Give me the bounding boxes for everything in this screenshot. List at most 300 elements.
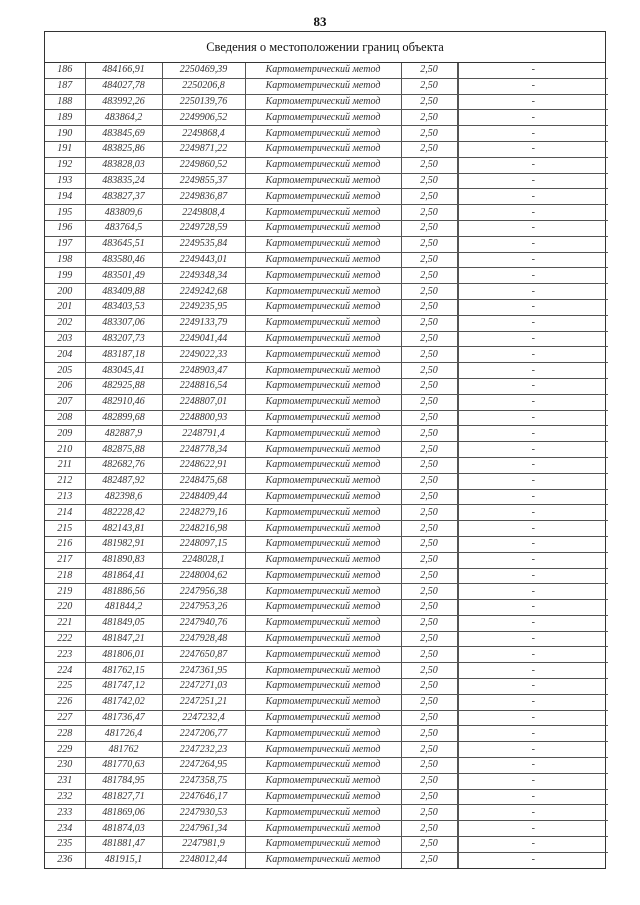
section-title: Сведения о местоположении границ объекта <box>45 32 605 63</box>
method-cell: Картометрический метод <box>245 694 401 710</box>
method-cell: Картометрический метод <box>245 378 401 394</box>
description-cell: - <box>458 773 608 789</box>
point-number-cell: 203 <box>45 331 85 347</box>
table-row <box>45 236 608 252</box>
method-cell: Картометрический метод <box>245 284 401 300</box>
accuracy-cell: 2,50 <box>401 236 457 252</box>
table-row <box>45 852 608 867</box>
method-cell: Картометрический метод <box>245 410 401 426</box>
y-coordinate-cell: 2248028,1 <box>162 552 245 568</box>
table-row <box>45 110 608 126</box>
point-number-cell: 191 <box>45 141 85 157</box>
point-number-cell: 227 <box>45 710 85 726</box>
table-row <box>45 773 608 789</box>
point-number-cell: 225 <box>45 679 85 695</box>
table-row <box>45 489 608 505</box>
method-cell: Картометрический метод <box>245 126 401 142</box>
method-cell: Картометрический метод <box>245 600 401 616</box>
accuracy-cell: 2,50 <box>401 110 457 126</box>
method-cell: Картометрический метод <box>245 758 401 774</box>
table-row <box>45 710 608 726</box>
y-coordinate-cell: 2248004,62 <box>162 568 245 584</box>
description-cell: - <box>458 758 608 774</box>
accuracy-cell: 2,50 <box>401 63 457 78</box>
point-number-cell: 190 <box>45 126 85 142</box>
description-cell: - <box>458 363 608 379</box>
x-coordinate-cell: 481982,91 <box>85 536 162 552</box>
method-cell: Картометрический метод <box>245 63 401 78</box>
point-number-cell: 198 <box>45 252 85 268</box>
method-cell: Картометрический метод <box>245 442 401 458</box>
description-cell: - <box>458 631 608 647</box>
accuracy-cell: 2,50 <box>401 647 457 663</box>
point-number-cell: 214 <box>45 505 85 521</box>
x-coordinate-cell: 483403,53 <box>85 299 162 315</box>
description-cell: - <box>458 726 608 742</box>
y-coordinate-cell: 2248475,68 <box>162 473 245 489</box>
x-coordinate-cell: 483501,49 <box>85 268 162 284</box>
x-coordinate-cell: 481762,15 <box>85 663 162 679</box>
description-cell: - <box>458 615 608 631</box>
x-coordinate-cell: 481806,01 <box>85 647 162 663</box>
point-number-cell: 194 <box>45 189 85 205</box>
method-cell: Картометрический метод <box>245 489 401 505</box>
method-cell: Картометрический метод <box>245 157 401 173</box>
method-cell: Картометрический метод <box>245 615 401 631</box>
description-cell: - <box>458 663 608 679</box>
y-coordinate-cell: 2249041,44 <box>162 331 245 347</box>
description-cell: - <box>458 647 608 663</box>
description-cell: - <box>458 410 608 426</box>
x-coordinate-cell: 481847,21 <box>85 631 162 647</box>
method-cell: Картометрический метод <box>245 568 401 584</box>
y-coordinate-cell: 2249133,79 <box>162 315 245 331</box>
method-cell: Картометрический метод <box>245 663 401 679</box>
point-number-cell: 235 <box>45 837 85 853</box>
accuracy-cell: 2,50 <box>401 284 457 300</box>
y-coordinate-cell: 2248816,54 <box>162 378 245 394</box>
y-coordinate-cell: 2248807,01 <box>162 394 245 410</box>
accuracy-cell: 2,50 <box>401 742 457 758</box>
point-number-cell: 187 <box>45 78 85 94</box>
x-coordinate-cell: 481762 <box>85 742 162 758</box>
table-row <box>45 299 608 315</box>
boundary-table-frame <box>44 31 606 869</box>
description-cell: - <box>458 426 608 442</box>
accuracy-cell: 2,50 <box>401 758 457 774</box>
x-coordinate-cell: 483809,6 <box>85 205 162 221</box>
accuracy-cell: 2,50 <box>401 568 457 584</box>
x-coordinate-cell: 483845,69 <box>85 126 162 142</box>
description-cell: - <box>458 600 608 616</box>
x-coordinate-cell: 481844,2 <box>85 600 162 616</box>
point-number-cell: 201 <box>45 299 85 315</box>
description-cell: - <box>458 521 608 537</box>
page-number: 83 <box>313 14 327 29</box>
description-cell: - <box>458 442 608 458</box>
y-coordinate-cell: 2249868,4 <box>162 126 245 142</box>
x-coordinate-cell: 483187,18 <box>85 347 162 363</box>
method-cell: Картометрический метод <box>245 710 401 726</box>
description-cell: - <box>458 63 608 78</box>
point-number-cell: 226 <box>45 694 85 710</box>
point-number-cell: 209 <box>45 426 85 442</box>
table-row <box>45 679 608 695</box>
description-cell: - <box>458 205 608 221</box>
description-cell: - <box>458 378 608 394</box>
accuracy-cell: 2,50 <box>401 268 457 284</box>
y-coordinate-cell: 2247928,48 <box>162 631 245 647</box>
accuracy-cell: 2,50 <box>401 331 457 347</box>
accuracy-cell: 2,50 <box>401 773 457 789</box>
table-row <box>45 426 608 442</box>
x-coordinate-cell: 482875,88 <box>85 442 162 458</box>
accuracy-cell: 2,50 <box>401 189 457 205</box>
point-number-cell: 215 <box>45 521 85 537</box>
y-coordinate-cell: 2249871,22 <box>162 141 245 157</box>
table-row <box>45 536 608 552</box>
table-body <box>45 63 608 868</box>
description-cell: - <box>458 394 608 410</box>
method-cell: Картометрический метод <box>245 852 401 867</box>
method-cell: Картометрический метод <box>245 726 401 742</box>
x-coordinate-cell: 482398,6 <box>85 489 162 505</box>
method-cell: Картометрический метод <box>245 94 401 110</box>
y-coordinate-cell: 2247232,23 <box>162 742 245 758</box>
point-number-cell: 212 <box>45 473 85 489</box>
table-row <box>45 473 608 489</box>
y-coordinate-cell: 2248409,44 <box>162 489 245 505</box>
accuracy-cell: 2,50 <box>401 726 457 742</box>
table-row <box>45 331 608 347</box>
description-cell: - <box>458 821 608 837</box>
table-row <box>45 252 608 268</box>
table-row <box>45 205 608 221</box>
method-cell: Картометрический метод <box>245 584 401 600</box>
y-coordinate-cell: 2247264,95 <box>162 758 245 774</box>
description-cell: - <box>458 568 608 584</box>
description-cell: - <box>458 236 608 252</box>
method-cell: Картометрический метод <box>245 141 401 157</box>
method-cell: Картометрический метод <box>245 363 401 379</box>
point-number-cell: 205 <box>45 363 85 379</box>
x-coordinate-cell: 483764,5 <box>85 220 162 236</box>
accuracy-cell: 2,50 <box>401 315 457 331</box>
table-row <box>45 363 608 379</box>
point-number-cell: 230 <box>45 758 85 774</box>
description-cell: - <box>458 173 608 189</box>
accuracy-cell: 2,50 <box>401 489 457 505</box>
accuracy-cell: 2,50 <box>401 710 457 726</box>
point-number-cell: 228 <box>45 726 85 742</box>
point-number-cell: 199 <box>45 268 85 284</box>
table-row <box>45 220 608 236</box>
description-cell: - <box>458 268 608 284</box>
description-cell: - <box>458 331 608 347</box>
accuracy-cell: 2,50 <box>401 473 457 489</box>
y-coordinate-cell: 2248903,47 <box>162 363 245 379</box>
method-cell: Картометрический метод <box>245 189 401 205</box>
description-cell: - <box>458 252 608 268</box>
x-coordinate-cell: 481827,71 <box>85 789 162 805</box>
y-coordinate-cell: 2249443,01 <box>162 252 245 268</box>
point-number-cell: 204 <box>45 347 85 363</box>
point-number-cell: 231 <box>45 773 85 789</box>
point-number-cell: 232 <box>45 789 85 805</box>
x-coordinate-cell: 481736,47 <box>85 710 162 726</box>
x-coordinate-cell: 483828,03 <box>85 157 162 173</box>
accuracy-cell: 2,50 <box>401 694 457 710</box>
method-cell: Картометрический метод <box>245 331 401 347</box>
method-cell: Картометрический метод <box>245 647 401 663</box>
method-cell: Картометрический метод <box>245 505 401 521</box>
y-coordinate-cell: 2249348,34 <box>162 268 245 284</box>
table-row <box>45 442 608 458</box>
table-row <box>45 789 608 805</box>
y-coordinate-cell: 2249022,33 <box>162 347 245 363</box>
x-coordinate-cell: 481770,63 <box>85 758 162 774</box>
y-coordinate-cell: 2247251,21 <box>162 694 245 710</box>
table-row <box>45 726 608 742</box>
point-number-cell: 200 <box>45 284 85 300</box>
point-number-cell: 192 <box>45 157 85 173</box>
accuracy-cell: 2,50 <box>401 552 457 568</box>
x-coordinate-cell: 481915,1 <box>85 852 162 867</box>
table-row <box>45 568 608 584</box>
description-cell: - <box>458 110 608 126</box>
x-coordinate-cell: 482899,68 <box>85 410 162 426</box>
y-coordinate-cell: 2250469,39 <box>162 63 245 78</box>
table-row <box>45 837 608 853</box>
table-row <box>45 394 608 410</box>
x-coordinate-cell: 483835,24 <box>85 173 162 189</box>
description-cell: - <box>458 694 608 710</box>
point-number-cell: 188 <box>45 94 85 110</box>
table-row <box>45 410 608 426</box>
y-coordinate-cell: 2250206,8 <box>162 78 245 94</box>
method-cell: Картометрический метод <box>245 805 401 821</box>
y-coordinate-cell: 2249906,52 <box>162 110 245 126</box>
description-cell: - <box>458 189 608 205</box>
table-row <box>45 600 608 616</box>
table-row <box>45 821 608 837</box>
description-cell: - <box>458 78 608 94</box>
table-row <box>45 694 608 710</box>
point-number-cell: 220 <box>45 600 85 616</box>
y-coordinate-cell: 2249728,59 <box>162 220 245 236</box>
x-coordinate-cell: 483645,51 <box>85 236 162 252</box>
description-cell: - <box>458 315 608 331</box>
y-coordinate-cell: 2248012,44 <box>162 852 245 867</box>
description-cell: - <box>458 552 608 568</box>
point-number-cell: 216 <box>45 536 85 552</box>
point-number-cell: 195 <box>45 205 85 221</box>
x-coordinate-cell: 481784,95 <box>85 773 162 789</box>
description-cell: - <box>458 157 608 173</box>
x-coordinate-cell: 483864,2 <box>85 110 162 126</box>
accuracy-cell: 2,50 <box>401 78 457 94</box>
method-cell: Картометрический метод <box>245 552 401 568</box>
table-row <box>45 663 608 679</box>
point-number-cell: 233 <box>45 805 85 821</box>
method-cell: Картометрический метод <box>245 110 401 126</box>
x-coordinate-cell: 483307,06 <box>85 315 162 331</box>
y-coordinate-cell: 2248216,98 <box>162 521 245 537</box>
y-coordinate-cell: 2248800,93 <box>162 410 245 426</box>
y-coordinate-cell: 2247981,9 <box>162 837 245 853</box>
x-coordinate-cell: 481881,47 <box>85 837 162 853</box>
x-coordinate-cell: 482925,88 <box>85 378 162 394</box>
point-number-cell: 186 <box>45 63 85 78</box>
accuracy-cell: 2,50 <box>401 426 457 442</box>
y-coordinate-cell: 2249808,4 <box>162 205 245 221</box>
y-coordinate-cell: 2247961,34 <box>162 821 245 837</box>
method-cell: Картометрический метод <box>245 837 401 853</box>
method-cell: Картометрический метод <box>245 205 401 221</box>
table-row <box>45 268 608 284</box>
y-coordinate-cell: 2247232,4 <box>162 710 245 726</box>
method-cell: Картометрический метод <box>245 220 401 236</box>
point-number-cell: 207 <box>45 394 85 410</box>
y-coordinate-cell: 2247361,95 <box>162 663 245 679</box>
accuracy-cell: 2,50 <box>401 536 457 552</box>
accuracy-cell: 2,50 <box>401 205 457 221</box>
method-cell: Картометрический метод <box>245 299 401 315</box>
method-cell: Картометрический метод <box>245 394 401 410</box>
accuracy-cell: 2,50 <box>401 821 457 837</box>
point-number-cell: 189 <box>45 110 85 126</box>
x-coordinate-cell: 481886,56 <box>85 584 162 600</box>
table-row <box>45 457 608 473</box>
accuracy-cell: 2,50 <box>401 615 457 631</box>
table-row <box>45 631 608 647</box>
method-cell: Картометрический метод <box>245 426 401 442</box>
accuracy-cell: 2,50 <box>401 141 457 157</box>
x-coordinate-cell: 483207,73 <box>85 331 162 347</box>
description-cell: - <box>458 584 608 600</box>
accuracy-cell: 2,50 <box>401 157 457 173</box>
point-number-cell: 208 <box>45 410 85 426</box>
y-coordinate-cell: 2248791,4 <box>162 426 245 442</box>
table-row <box>45 758 608 774</box>
accuracy-cell: 2,50 <box>401 347 457 363</box>
x-coordinate-cell: 484027,78 <box>85 78 162 94</box>
y-coordinate-cell: 2247206,77 <box>162 726 245 742</box>
y-coordinate-cell: 2248778,34 <box>162 442 245 458</box>
y-coordinate-cell: 2248622,91 <box>162 457 245 473</box>
method-cell: Картометрический метод <box>245 773 401 789</box>
accuracy-cell: 2,50 <box>401 631 457 647</box>
point-number-cell: 206 <box>45 378 85 394</box>
method-cell: Картометрический метод <box>245 315 401 331</box>
table-row <box>45 552 608 568</box>
accuracy-cell: 2,50 <box>401 852 457 867</box>
x-coordinate-cell: 483580,46 <box>85 252 162 268</box>
method-cell: Картометрический метод <box>245 742 401 758</box>
accuracy-cell: 2,50 <box>401 394 457 410</box>
point-number-cell: 217 <box>45 552 85 568</box>
description-cell: - <box>458 489 608 505</box>
accuracy-cell: 2,50 <box>401 837 457 853</box>
y-coordinate-cell: 2247953,26 <box>162 600 245 616</box>
method-cell: Картометрический метод <box>245 473 401 489</box>
method-cell: Картометрический метод <box>245 78 401 94</box>
table-row <box>45 521 608 537</box>
y-coordinate-cell: 2249860,52 <box>162 157 245 173</box>
y-coordinate-cell: 2249836,87 <box>162 189 245 205</box>
y-coordinate-cell: 2247646,17 <box>162 789 245 805</box>
table-row <box>45 189 608 205</box>
method-cell: Картометрический метод <box>245 252 401 268</box>
method-cell: Картометрический метод <box>245 521 401 537</box>
accuracy-cell: 2,50 <box>401 363 457 379</box>
table-row <box>45 126 608 142</box>
description-cell: - <box>458 742 608 758</box>
point-number-cell: 219 <box>45 584 85 600</box>
accuracy-cell: 2,50 <box>401 805 457 821</box>
table-row <box>45 647 608 663</box>
point-number-cell: 193 <box>45 173 85 189</box>
y-coordinate-cell: 2249855,37 <box>162 173 245 189</box>
y-coordinate-cell: 2247930,53 <box>162 805 245 821</box>
accuracy-cell: 2,50 <box>401 663 457 679</box>
description-cell: - <box>458 284 608 300</box>
x-coordinate-cell: 483825,86 <box>85 141 162 157</box>
description-cell: - <box>458 94 608 110</box>
table-row <box>45 63 608 78</box>
x-coordinate-cell: 481869,06 <box>85 805 162 821</box>
point-number-cell: 234 <box>45 821 85 837</box>
point-number-cell: 202 <box>45 315 85 331</box>
point-number-cell: 223 <box>45 647 85 663</box>
accuracy-cell: 2,50 <box>401 505 457 521</box>
x-coordinate-cell: 481890,83 <box>85 552 162 568</box>
y-coordinate-cell: 2247956,38 <box>162 584 245 600</box>
description-cell: - <box>458 852 608 867</box>
table-row <box>45 615 608 631</box>
x-coordinate-cell: 481726,4 <box>85 726 162 742</box>
description-cell: - <box>458 220 608 236</box>
x-coordinate-cell: 481864,41 <box>85 568 162 584</box>
method-cell: Картометрический метод <box>245 347 401 363</box>
table-row <box>45 315 608 331</box>
x-coordinate-cell: 484166,91 <box>85 63 162 78</box>
table-row <box>45 805 608 821</box>
description-cell: - <box>458 473 608 489</box>
point-number-cell: 213 <box>45 489 85 505</box>
accuracy-cell: 2,50 <box>401 378 457 394</box>
accuracy-cell: 2,50 <box>401 600 457 616</box>
y-coordinate-cell: 2247358,75 <box>162 773 245 789</box>
accuracy-cell: 2,50 <box>401 442 457 458</box>
accuracy-cell: 2,50 <box>401 126 457 142</box>
method-cell: Картометрический метод <box>245 631 401 647</box>
x-coordinate-cell: 483827,37 <box>85 189 162 205</box>
table-row <box>45 173 608 189</box>
x-coordinate-cell: 481747,12 <box>85 679 162 695</box>
accuracy-cell: 2,50 <box>401 252 457 268</box>
accuracy-cell: 2,50 <box>401 173 457 189</box>
x-coordinate-cell: 481742,02 <box>85 694 162 710</box>
x-coordinate-cell: 482143,81 <box>85 521 162 537</box>
y-coordinate-cell: 2247650,87 <box>162 647 245 663</box>
accuracy-cell: 2,50 <box>401 789 457 805</box>
table-row <box>45 584 608 600</box>
point-number-cell: 221 <box>45 615 85 631</box>
method-cell: Картометрический метод <box>245 268 401 284</box>
point-number-cell: 210 <box>45 442 85 458</box>
x-coordinate-cell: 482228,42 <box>85 505 162 521</box>
